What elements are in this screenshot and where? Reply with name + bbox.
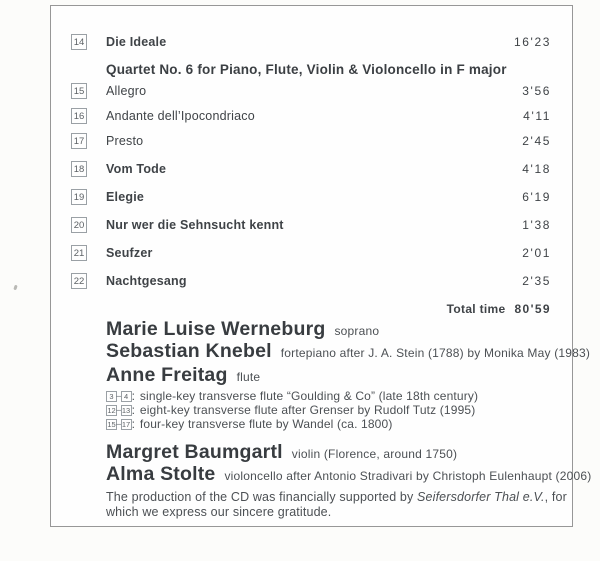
track-row xyxy=(71,34,551,50)
track-number-box: 19 xyxy=(71,189,87,205)
track-number-box: 20 xyxy=(71,217,87,233)
track-time: 4'18 xyxy=(522,162,551,176)
section-heading: Quartet No. 6 for Piano, Flute, Violin & Violoncello in F major xyxy=(106,62,507,77)
credit-note-text: The production of the CD was financially supported by xyxy=(106,490,418,504)
track-time: 1'38 xyxy=(522,218,551,232)
instrument-description: single-key transverse flute “Goulding & Co” (late 18th century) xyxy=(139,389,479,403)
track-title: Elegie xyxy=(106,190,145,204)
performer-row xyxy=(106,441,562,464)
track-title: Nur wer die Sehnsucht kennt xyxy=(106,218,284,232)
track-range-box: 17 xyxy=(121,419,131,429)
track-row xyxy=(71,273,551,289)
credit-note xyxy=(106,490,568,520)
track-row xyxy=(71,83,551,99)
track-number-box: 22 xyxy=(71,273,87,289)
track-row xyxy=(71,108,551,124)
performer-name: Sebastian Knebel xyxy=(106,340,272,362)
track-time: 2'45 xyxy=(522,134,551,148)
scan-speck xyxy=(13,285,17,291)
track-range-box: 4 xyxy=(121,391,132,402)
track-time: 4'11 xyxy=(523,109,551,123)
performer-role: flute xyxy=(236,370,261,384)
track-number-box: 15 xyxy=(71,83,87,99)
range-dash: – xyxy=(116,418,122,430)
track-number-box: 18 xyxy=(71,161,87,177)
instrument-note-row xyxy=(106,390,478,402)
track-range-box: 13 xyxy=(121,405,131,415)
instrument-note-row xyxy=(106,404,475,416)
credit-note-text: , for which we express our sincere gratitude. xyxy=(106,490,567,519)
performer-role: fortepiano after J. A. Stein (1788) by Monika May (1983) xyxy=(280,346,591,360)
track-row xyxy=(71,245,551,261)
total-time-label: Total time xyxy=(446,302,506,316)
track-time: 16'23 xyxy=(514,35,551,49)
track-title: Allegro xyxy=(106,84,147,98)
track-row xyxy=(71,217,551,233)
track-title: Vom Tode xyxy=(106,162,167,176)
performer-row xyxy=(106,318,562,341)
track-row xyxy=(71,161,551,177)
track-range-box: 3 xyxy=(106,391,117,402)
instrument-description: four-key transverse flute by Wandel (ca. 1800) xyxy=(139,417,393,431)
performer-role: soprano xyxy=(334,324,380,338)
track-time: 2'01 xyxy=(522,246,551,260)
track-number-box: 17 xyxy=(71,133,87,149)
performer-row xyxy=(106,340,591,363)
performer-role: violoncello after Antonio Stradivari by Christoph Eulenhaupt (2006) xyxy=(224,469,592,483)
performer-name: Marie Luise Werneburg xyxy=(106,318,326,340)
track-number-box: 14 xyxy=(71,34,87,50)
range-dash: – xyxy=(116,404,122,416)
credit-note-italic: Seifersdorfer Thal e.V. xyxy=(417,490,545,504)
track-number-box: 21 xyxy=(71,245,87,261)
track-number-box: 16 xyxy=(71,108,87,124)
range-dash: – xyxy=(116,390,122,402)
performer-role: violin (Florence, around 1750) xyxy=(291,447,458,461)
total-time-value: 80'59 xyxy=(514,302,551,316)
track-time: 2'35 xyxy=(522,274,551,288)
instrument-note-row xyxy=(106,418,392,430)
total-time xyxy=(447,302,551,316)
track-range-box: 15 xyxy=(107,419,116,429)
range-colon: : xyxy=(131,403,135,417)
range-colon: : xyxy=(131,389,135,403)
track-row xyxy=(71,133,551,149)
instrument-description: eight-key transverse flute after Grenser by Rudolf Tutz (1995) xyxy=(139,403,476,417)
track-range-box: 12 xyxy=(107,405,116,415)
track-time: 6'19 xyxy=(522,190,551,204)
performer-name: Anne Freitag xyxy=(106,364,228,386)
performer-name: Alma Stolte xyxy=(106,463,216,485)
track-title: Die Ideale xyxy=(106,35,167,49)
track-title: Presto xyxy=(106,134,144,148)
track-title: Andante dell’Ipocondriaco xyxy=(106,109,255,123)
track-title: Nachtgesang xyxy=(106,274,187,288)
track-title: Seufzer xyxy=(106,246,153,260)
performer-name: Margret Baumgartl xyxy=(106,441,283,463)
booklet-page xyxy=(50,5,592,527)
performer-row xyxy=(106,463,592,486)
range-colon: : xyxy=(131,417,135,431)
track-time: 3'56 xyxy=(522,84,551,98)
performer-row xyxy=(106,364,562,387)
track-row xyxy=(71,189,551,205)
